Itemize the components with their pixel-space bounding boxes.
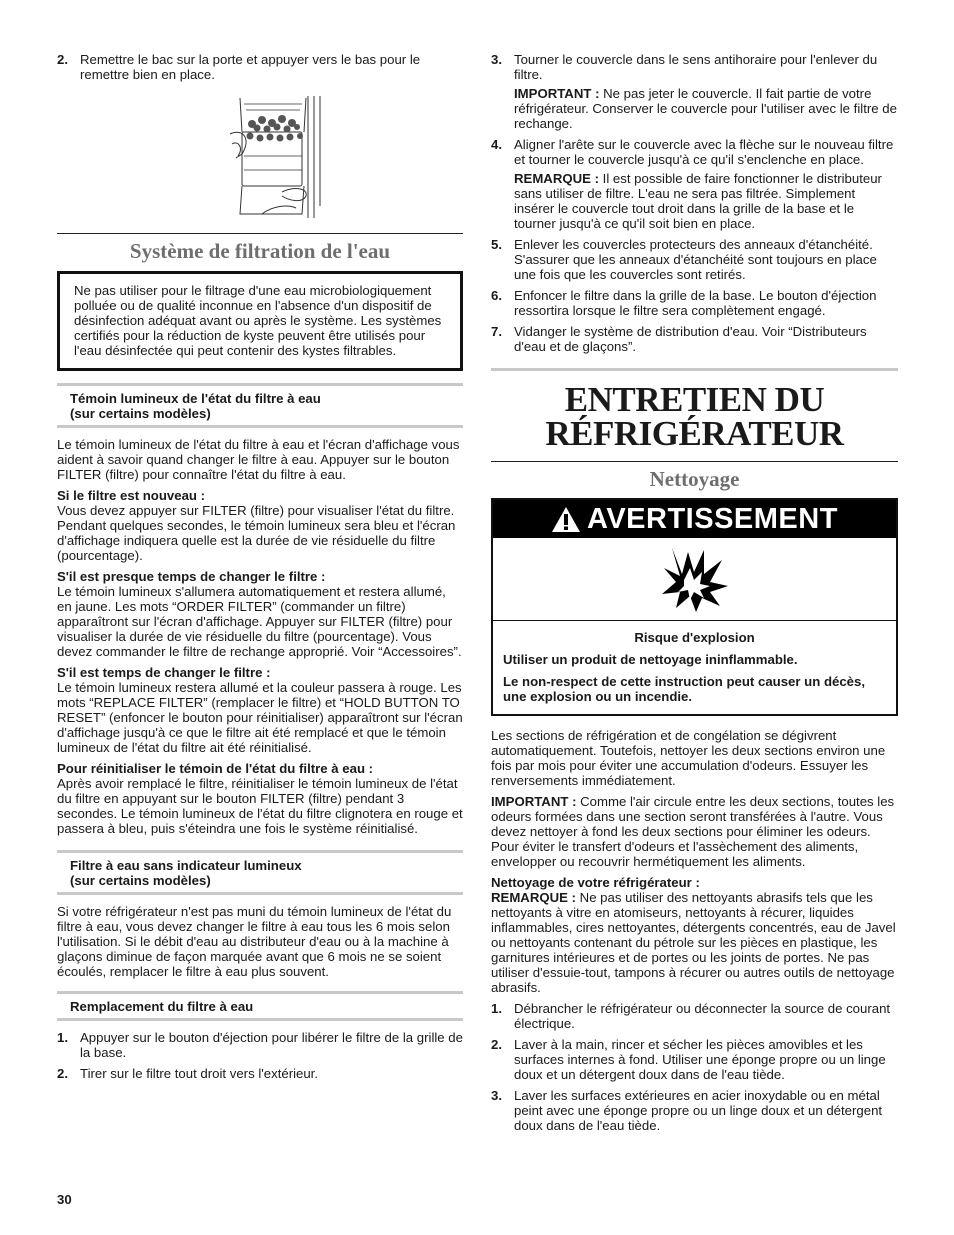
- step-number: 2.: [57, 52, 68, 67]
- replace-step: [491, 52, 898, 131]
- step-text: Aligner l'arête sur le couvercle avec la flèche sur le nouveau filtre et tourner le couvercle jusqu'à ce qu'il s'enclenche en place.: [514, 137, 894, 167]
- warning-instruction: Utiliser un produit de nettoyage ininflammable.: [503, 652, 798, 667]
- note-lead: IMPORTANT :: [491, 794, 577, 809]
- replace-step: [57, 1066, 463, 1081]
- almost-time-text: Le témoin lumineux s'allumera automatiquement et restera allumé, en jaune. Les mots “ORDER FILTER” (commander un filtre) apparaîtront sur l'écran d'affichage. Appuyer sur FILTER (filtre) pour visualiser la durée de vie résiduelle du filtre (pourcentage). Vous devez commander le filtre de rechange approprié. Voir “Accessoires”.: [57, 584, 462, 659]
- subsection-title: Filtre à eau sans indicateur lumineux: [70, 858, 302, 873]
- warning-risk: Risque d'explosion: [634, 630, 755, 645]
- step-number: 2.: [491, 1037, 502, 1052]
- section-divider: [491, 461, 898, 462]
- step-number: 6.: [491, 288, 502, 303]
- step-text: Laver les surfaces extérieures en acier inoxydable ou en métal peint avec une éponge propre ou un linge doux et un détergent doux dans de l'eau tiède.: [514, 1088, 883, 1133]
- warning-consequence: Le non-respect de cette instruction peut causer un décès, une explosion ou un incendie.: [503, 674, 866, 704]
- section-divider: [57, 233, 463, 234]
- ice-bin-illustration: [222, 96, 362, 218]
- right-column: [491, 52, 898, 1139]
- reset-indicator-text: Après avoir remplacé le filtre, réinitialiser le témoin lumineux de l'état du filtre en appuyant sur le bouton FILTER (filtre) pendant 3 secondes. Le témoin lumineux de l'état du filtre clignotera en rouge et passera à bleu, puis s'éteindra une fois le système réinitialisé.: [57, 776, 463, 836]
- step-text: Enlever les couvercles protecteurs des anneaux d'étanchéité. S'assurer que les anneaux d'étanchéité sont toujours en place une fois que les couvercles sont retirés.: [514, 237, 877, 282]
- note-lead: REMARQUE :: [514, 171, 599, 186]
- step-text: Remettre le bac sur la porte et appuyer vers le bas pour le remettre bien en place.: [80, 52, 421, 82]
- replace-step: [57, 1030, 463, 1060]
- defrost-paragraph: Les sections de réfrigération et de congélation se dégivrent automatiquement. Toutefois, nettoyer les deux sections environ une fois par mois pour éviter une accumulation d'odeurs. Essuyer les renversements immédiatement.: [491, 728, 886, 788]
- no-indicator-text: Si votre réfrigérateur n'est pas muni du témoin lumineux de l'état du filtre à eau, vous devez changer le filtre à eau tous les 6 mois selon l'utilisation. Si le débit d'eau au distributeur d'eau ou à la machine à glaçons diminue de façon marquée avant que 6 mois ne se soient écoulés, remplacer le filtre à eau plus souvent.: [57, 904, 452, 979]
- step-number: 1.: [491, 1001, 502, 1016]
- cleaning-subheading: Nettoyage de votre réfrigérateur :: [491, 875, 700, 890]
- step-text: Débrancher le réfrigérateur ou déconnecter la source de courant électrique.: [514, 1001, 891, 1031]
- chapter-title-line: ENTRETIEN DU: [564, 380, 825, 419]
- warning-box: [491, 498, 898, 716]
- chapter-title-line: RÉFRIGÉRATEUR: [545, 414, 844, 453]
- step-number: 3.: [491, 1088, 502, 1103]
- subsection-header-filter-indicator: [57, 383, 463, 428]
- subsection-title-qualifier: (sur certains modèles): [70, 406, 211, 421]
- step-text: Tirer sur le filtre tout droit vers l'extérieur.: [80, 1066, 319, 1081]
- note-text: Comme l'air circule entre les deux sections, toutes les odeurs formées dans une section seront transférées à l'autre. Vous devez nettoyer à fond les deux sections pour éliminer les odeurs. Pour éviter le transfert d'odeurs et l'assèchement des aliments, envelopper ou recouvrir hermétiquement les aliments.: [491, 794, 895, 869]
- step-text: Tourner le couvercle dans le sens antihoraire pour l'enlever du filtre.: [514, 52, 878, 82]
- note-text: Il est possible de faire fonctionner le distributeur sans utiliser de filtre. L'eau ne sera pas filtrée. Simplement insérer le couvercle tout droit dans la grille de la base et le tourner jusqu'à ce qu'il soit bien en place.: [514, 171, 882, 231]
- section-title-water-filtration: Système de filtration de l'eau: [129, 239, 391, 263]
- step-text: Laver à la main, rincer et sécher les pièces amovibles et les surfaces internes à fond. Utiliser une éponge propre ou un linge doux et un détergent doux dans de l'eau tiède.: [514, 1037, 886, 1082]
- subsection-header-replace-filter: [57, 991, 463, 1021]
- step-number: 3.: [491, 52, 502, 67]
- explosion-icon-area: [493, 538, 896, 621]
- paragraph-lead: S'il est presque temps de changer le filtre :: [57, 569, 326, 584]
- chapter-title: [491, 380, 898, 453]
- step-number: 4.: [491, 137, 502, 152]
- water-quality-notice: [57, 271, 463, 371]
- paragraph-lead: Si le filtre est nouveau :: [57, 488, 206, 503]
- step-text: Enfoncer le filtre dans la grille de la base. Le bouton d'éjection ressortira lorsque le filtre sera complètement engagé.: [514, 288, 877, 318]
- warning-header: [493, 500, 896, 538]
- left-column: [57, 52, 463, 1087]
- replace-step: [491, 288, 898, 318]
- step-note: [514, 171, 898, 231]
- note-text: Ne pas jeter le couvercle. Il fait partie de votre réfrigérateur. Conserver le couvercle pour l'utiliser avec le filtre de rechange.: [514, 86, 897, 131]
- step-text: Vidanger le système de distribution d'eau. Voir “Distributeurs d'eau et de glaçons”.: [514, 324, 867, 354]
- warning-title: AVERTISSEMENT: [587, 502, 838, 535]
- replace-step: [491, 324, 898, 354]
- replace-step: [491, 237, 898, 282]
- step-number: 1.: [57, 1030, 68, 1045]
- odor-paragraph: [491, 794, 898, 869]
- section-title-cleaning: Nettoyage: [649, 467, 740, 491]
- cleaning-step: [491, 1037, 898, 1082]
- cleaning-step: [491, 1001, 898, 1031]
- step-text: Appuyer sur le bouton d'éjection pour libérer le filtre de la grille de la base.: [80, 1030, 463, 1060]
- step-replace-bin: [57, 52, 463, 82]
- subsection-header-no-indicator: [57, 850, 463, 895]
- note-text: Ne pas utiliser des nettoyants abrasifs tels que les nettoyants à vitre en atomiseurs, nettoyants à récurer, liquides inflammables, cires nettoyantes, détergents concentrés, eau de Javel ou nettoyants contenant du pétrole sur les pièces en plastique, les garnitures intérieures et de portes ou les joints de portes. Ne pas utiliser d'essuie-tout, tampons à récurer ou autres outils de nettoyage abrasifs.: [491, 890, 896, 995]
- time-to-change-text: Le témoin lumineux restera allumé et la couleur passera à rouge. Les mots “REPLACE FILTER” (remplacer le filtre) et “HOLD BUTTON TO RESET” (enfoncer le bouton pour réinitialiser) apparaîtront sur l'écran d'affichage jusqu'à ce que le filtre ait été remplacé et que le témoin lumineux de l'état du filtre ait été réinitialisé.: [57, 680, 463, 755]
- page-number: 30: [57, 1192, 72, 1207]
- paragraph-lead: S'il est temps de changer le filtre :: [57, 665, 271, 680]
- subsection-title-qualifier: (sur certains modèles): [70, 873, 211, 888]
- explosion-icon: [660, 546, 730, 612]
- note-lead: IMPORTANT :: [514, 86, 600, 101]
- step-number: 7.: [491, 324, 502, 339]
- abrasive-note: [491, 890, 898, 995]
- paragraph-lead: Pour réinitialiser le témoin de l'état du filtre à eau :: [57, 761, 374, 776]
- cleaning-step: [491, 1088, 898, 1133]
- subsection-title: Remplacement du filtre à eau: [70, 999, 254, 1014]
- step-number: 2.: [57, 1066, 68, 1081]
- step-note: [514, 86, 898, 131]
- filter-indicator-intro: Le témoin lumineux de l'état du filtre à eau et l'écran d'affichage vous aident à savoir quand changer le filtre à eau. Appuyer sur le bouton FILTER (filtre) pour connaître l'état du filtre à eau.: [57, 437, 460, 482]
- warning-body: [493, 621, 896, 714]
- warning-triangle-icon: [551, 506, 581, 533]
- subsection-title: Témoin lumineux de l'état du filtre à eau: [70, 391, 321, 406]
- section-divider: [491, 368, 898, 371]
- new-filter-text: Vous devez appuyer sur FILTER (filtre) pour visualiser l'état du filtre. Pendant quelques secondes, le témoin lumineux sera bleu et l'écran d'affichage indiquera quelle est la durée de vie résiduelle du filtre (pourcentage).: [57, 503, 456, 563]
- notice-text: Ne pas utiliser pour le filtrage d'une eau microbiologiquement polluée ou de qualité inconnue en l'absence d'un dispositif de désinfection adéquat avant ou après le système. Les systèmes certifiés pour la réduction de kyste peuvent être utilisés pour l'eau désinfectée qui peut contenir des kystes filtrables.: [74, 283, 442, 358]
- note-lead: REMARQUE :: [491, 890, 576, 905]
- step-number: 5.: [491, 237, 502, 252]
- replace-step: [491, 137, 898, 231]
